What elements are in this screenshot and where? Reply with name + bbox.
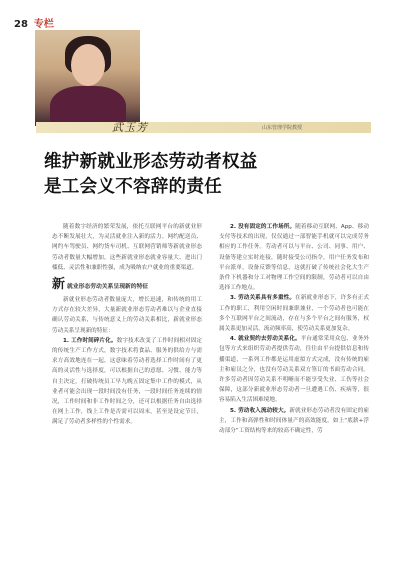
- point-heading: 1. 工作时间碎片化。: [63, 337, 117, 344]
- page-header: [14, 15, 54, 30]
- right-column: [219, 222, 369, 436]
- author-photo: [35, 30, 140, 126]
- point-body: 新就业形态劳动者没有固定的雇主，工作和高弹性和时间体量产的高效能度，如上“底薪+浮动部分”工资结构等来的较高不确定性，劳: [219, 407, 369, 435]
- paragraph: [219, 222, 369, 293]
- paragraph: [52, 336, 202, 428]
- author-role: 山东管理学院教授: [262, 125, 303, 131]
- photo-face: [71, 44, 105, 86]
- paragraph: [219, 293, 369, 334]
- author-signature: 武玉芳: [112, 121, 148, 134]
- point-body: 随着移动互联网、App、移动支付等技术的出现，仅仅通过一部智能手机就可以完成劳务相应的工作任务。劳动者可以与平台、公司、同事、用户、设备等建立实时连接，随时接受公司指令，用户任务发布和平台派单，设备反馈等信息，这就打破了传统社会化大生产条件下机器和分工对物理工作空间的限制，劳动者可以自由选择工作地点。: [219, 224, 369, 292]
- author-banner: [36, 122, 371, 133]
- paragraph: [219, 406, 369, 437]
- point-body: 在新就业形态下，许多有正式工作的职工，利用空闲时间兼职兼业，一个劳动者也可能在多个互联网平台之间流动，存在与多个平台之间有服务，权属关系更加灵活，流动频率高，使劳动关系更加复杂。: [219, 295, 369, 333]
- section-heading: [52, 278, 202, 292]
- point-heading: 5. 劳动收入流动较大。: [230, 407, 290, 414]
- section-heading-initial: 新: [52, 277, 66, 293]
- section-heading-text: 就业形态劳动关系呈现新的特征: [67, 284, 149, 291]
- title-line-1: 维护新就业形态劳动者权益: [44, 152, 258, 172]
- paragraph: 新就业形态劳动者数量庞大，增长迅速，和传统的用工方式存在较大差异，大量新就业形态劳动者难以与企业直接确认劳动关系，与传统意义上的劳动关系相比，新就业形态劳动关系呈现新的特征：: [52, 297, 202, 334]
- intro-paragraph: 随着数字经济的繁荣发展，依托互联网平台的新就业形态不断发展壮大，为灵活就业注入新的活力。网约配送员、网约车驾驶员、网约货车司机、互联网营销师等新就业形态劳动者数量大幅增加，这些新就业形态就业容量大、进出门槛低、灵活性和兼职性强，成为吸纳农户就业的重要渠道。: [52, 224, 202, 271]
- left-column: [52, 222, 202, 428]
- point-heading: 4. 就业契约去劳动关系化。: [230, 336, 301, 343]
- point-heading: 2. 没有固定的工作场所。: [230, 224, 296, 230]
- point-heading: 3. 劳动关系具有多重性。: [230, 295, 296, 302]
- article-title: [44, 150, 258, 200]
- point-body: 平台通常采用众包、业务外包等方式来组织劳动者提供劳动，往往由平台提供信息和传播渠道，一系列工作都是运用虚拟方式完成，没有传统的雇主和雇员之分，也没有劳动关系双方签订的书面劳动合同。许多劳动者因劳动关系不明晰而不能享受失业、工伤等社会保障，这部分新就业形态劳动者一旦遭遇工伤、疾病等，很容易陷入生活困难境地。: [219, 336, 369, 404]
- page-number: 28: [14, 19, 28, 30]
- column-name: 专栏: [33, 19, 54, 30]
- point-body: 数字技术改变了工作时间相对固定的传统生产工作方式，数字技术将食品、服务的供给方与需求方高效地连在一起，这意味着劳动者选择工作时间有了更高的灵活性与选择度，可以根据自己的意愿、习惯、能力等自主决定，打破传统员工早九晚五固定集中工作的模式，从业者可能会出现一段时间没有任务，一段时间任务连续的情况，工作时间和非工作时间之分，还可以根据任务自由选择在网上工作，线上工作是否需可以周末，甚至是设定节日，满足了劳动者多样性的个性需求。: [52, 337, 202, 426]
- paragraph: [219, 334, 369, 405]
- title-line-2: 是工会义不容辞的责任: [44, 177, 222, 197]
